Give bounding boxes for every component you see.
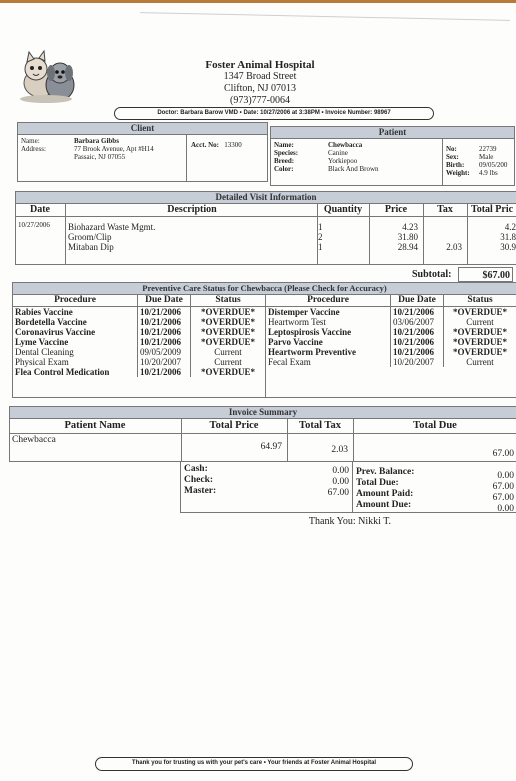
status-text: *OVERDUE* xyxy=(191,317,266,327)
invoice-summary-box xyxy=(9,406,516,462)
table-row xyxy=(13,337,265,347)
row-total: 4.2 xyxy=(504,222,516,232)
procedure-name: Leptospirosis Vaccine xyxy=(268,327,352,337)
status-text: Current xyxy=(191,357,266,367)
amount-paid-label: Amount Paid: xyxy=(356,489,414,499)
table-row xyxy=(16,222,516,232)
row-quantity: 2 xyxy=(318,232,323,242)
table-row xyxy=(16,242,516,252)
invoice-summary-header: Invoice Summary xyxy=(10,407,516,419)
cash-label: Cash: xyxy=(184,464,208,474)
patient-label: Name: xyxy=(274,141,294,149)
divider xyxy=(442,139,443,185)
client-name-label: Name: xyxy=(21,137,40,145)
patient-name: Chewbacca xyxy=(328,141,363,149)
patient-weight: 4.9 lbs xyxy=(479,169,498,177)
col-quantity: Quantity xyxy=(323,204,363,215)
col-description: Description xyxy=(167,204,217,215)
hospital-street: 1347 Broad Street xyxy=(223,71,297,82)
due-date: 10/21/2006 xyxy=(138,337,191,347)
status-text: *OVERDUE* xyxy=(444,307,516,318)
patient-sex-label: Sex: xyxy=(446,153,459,161)
due-date: 03/06/2007 xyxy=(391,317,444,327)
due-date: 10/20/2007 xyxy=(391,357,444,367)
table-row xyxy=(266,337,516,347)
patient-color: Black And Brown xyxy=(328,165,379,173)
balance-values xyxy=(441,471,514,515)
row-description: Mitaban Dip xyxy=(68,242,114,252)
preventive-care-header: Preventive Care Status for Chewbacca (Please Check for Accuracy) xyxy=(13,283,516,295)
total-due-label: Total Due: xyxy=(356,478,399,488)
procedure-name: Flea Control Medication xyxy=(15,367,110,377)
footer-right-text: Your friends at Foster Animal Hospital xyxy=(267,760,377,766)
patient-header: Patient xyxy=(271,127,514,139)
procedure-name: Parvo Vaccine xyxy=(268,337,323,347)
patient-values-2 xyxy=(479,145,513,177)
patient-box xyxy=(270,126,515,186)
table-row xyxy=(266,307,516,318)
table-header-row xyxy=(13,295,265,307)
patient-values xyxy=(328,141,379,173)
patient-label: Color: xyxy=(274,165,294,173)
status-text: *OVERDUE* xyxy=(444,347,516,357)
client-address-line1: 77 Brook Avenue, Apt #H14 xyxy=(74,145,154,153)
col-status: Status xyxy=(444,295,516,307)
client-box xyxy=(17,122,268,182)
procedure-name: Heartworm Test xyxy=(268,317,326,327)
separator-dot: • xyxy=(239,110,242,116)
status-text: *OVERDUE* xyxy=(444,327,516,337)
due-date: 10/21/2006 xyxy=(138,327,191,337)
date-text: Date: 10/27/2006 at 3:38PM xyxy=(243,110,320,116)
due-date: 10/21/2006 xyxy=(138,307,191,318)
table-row xyxy=(16,232,516,242)
check-value: 0.00 xyxy=(332,477,349,487)
client-labels xyxy=(21,137,46,153)
client-address-label: Address: xyxy=(21,145,46,153)
col-patient-name: Patient Name xyxy=(64,420,126,431)
due-date: 10/21/2006 xyxy=(391,327,444,337)
procedure-name: Lyme Vaccine xyxy=(15,337,69,347)
patient-birth-label: Birth: xyxy=(446,161,465,169)
total-due-value: 67.00 xyxy=(492,482,514,492)
payments-box xyxy=(180,461,516,513)
col-date: Date xyxy=(30,204,50,215)
row-tax: 2.03 xyxy=(446,242,462,252)
amount-due-value: 0.00 xyxy=(497,504,514,514)
row-price: 31.80 xyxy=(397,232,418,242)
due-date: 10/21/2006 xyxy=(138,367,191,377)
col-total: Total Pric xyxy=(470,204,514,215)
subtotal-label: Subtotal: xyxy=(412,269,452,280)
row-price: 4.23 xyxy=(402,222,418,232)
visit-date: 10/27/2006 xyxy=(18,221,50,229)
procedure-name: Dental Cleaning xyxy=(15,347,74,357)
table-header-row xyxy=(266,295,516,307)
col-tax: Tax xyxy=(437,204,453,215)
due-date: 10/21/2006 xyxy=(391,347,444,357)
hospital-name: Foster Animal Hospital xyxy=(205,59,315,71)
procedure-name: Coronavirus Vaccine xyxy=(15,327,96,337)
row-quantity: 1 xyxy=(318,222,323,232)
col-price: Price xyxy=(384,204,408,215)
status-text: *OVERDUE* xyxy=(191,337,266,347)
status-text: *OVERDUE* xyxy=(191,327,266,337)
payment-method-labels xyxy=(184,464,216,497)
subtotal-value: $67.00 xyxy=(458,267,513,282)
procedure-name: Fecal Exam xyxy=(268,357,311,367)
patient-label: Species: xyxy=(274,149,299,157)
col-total-price: Total Price xyxy=(209,420,259,431)
invoice-column-headers xyxy=(10,419,516,434)
table-row xyxy=(13,367,265,377)
table-row xyxy=(266,317,516,327)
invoice-total-due: 67.00 xyxy=(492,449,514,459)
row-price: 28.94 xyxy=(397,242,418,252)
preventive-care-box xyxy=(12,282,516,398)
client-name: Barbara Gibbs xyxy=(74,137,119,145)
prev-balance-value: 0.00 xyxy=(497,471,514,481)
due-date: 10/21/2006 xyxy=(391,307,444,318)
separator-dot: • xyxy=(263,760,266,766)
due-date: 10/21/2006 xyxy=(138,317,191,327)
patient-label: Breed: xyxy=(274,157,295,165)
page-top-edge xyxy=(0,0,516,3)
divider xyxy=(181,419,182,461)
patient-sex: Male xyxy=(479,153,494,161)
table-row xyxy=(13,307,265,318)
row-total: 30.9 xyxy=(500,242,516,252)
col-total-tax: Total Tax xyxy=(299,420,341,431)
payment-method-values xyxy=(281,466,349,499)
patient-no-label: No: xyxy=(446,145,457,153)
row-description: Biohazard Waste Mgmt. xyxy=(68,222,156,232)
status-text: *OVERDUE* xyxy=(444,337,516,347)
footer-left-text: Thank you for trusting us with your pet's care xyxy=(131,760,263,766)
scan-artifact-line xyxy=(140,12,510,21)
master-value: 67.00 xyxy=(327,488,349,498)
status-text: Current xyxy=(444,357,516,367)
balance-labels xyxy=(356,467,414,511)
patient-weight-label: Weight: xyxy=(446,169,470,177)
thank-you-note: Thank You: Nikki T. xyxy=(308,516,392,527)
status-text: *OVERDUE* xyxy=(191,367,266,377)
due-date: 10/21/2006 xyxy=(391,337,444,347)
procedure-name: Rabies Vaccine xyxy=(15,307,73,317)
row-description: Groom/Clip xyxy=(68,232,112,242)
patient-birth: 09/05/200 xyxy=(479,161,508,169)
prev-balance-label: Prev. Balance: xyxy=(356,467,415,477)
visit-info-pill xyxy=(114,107,434,120)
separator-dot: • xyxy=(321,110,324,116)
visit-rows xyxy=(16,222,516,252)
status-text: Current xyxy=(191,347,266,357)
amount-paid-value: 67.00 xyxy=(492,493,514,503)
footer-pill xyxy=(95,757,413,771)
procedure-name: Distemper Vaccine xyxy=(268,307,340,317)
due-date: 09/05/2009 xyxy=(138,347,191,357)
client-address-line2: Passaic, NJ 07055 xyxy=(74,153,126,161)
cash-value: 0.00 xyxy=(332,466,349,476)
status-text: Current xyxy=(444,317,516,327)
patient-no: 22739 xyxy=(479,145,497,153)
visit-box xyxy=(15,191,516,265)
invoice-total-price: 64.97 xyxy=(260,442,282,452)
client-values xyxy=(74,137,154,161)
client-header: Client xyxy=(18,123,267,135)
visit-header: Detailed Visit Information xyxy=(16,192,516,204)
preventive-table-left xyxy=(13,295,265,377)
hospital-header xyxy=(150,59,370,107)
col-due-date: Due Date xyxy=(391,295,444,307)
acct-label: Acct. No: xyxy=(191,141,219,149)
table-row xyxy=(13,327,265,337)
table-row xyxy=(13,347,265,357)
hospital-city: Clifton, NJ 07013 xyxy=(224,83,296,94)
due-date: 10/20/2007 xyxy=(138,357,191,367)
doctor-text: Doctor: Barbara Barow VMD xyxy=(157,110,238,116)
patient-labels-2 xyxy=(446,145,470,177)
table-row xyxy=(266,327,516,337)
master-label: Master: xyxy=(184,486,217,496)
invoice-patient-name: Chewbacca xyxy=(12,435,56,445)
col-status: Status xyxy=(191,295,266,307)
invoice-number-text: Invoice Number: 98967 xyxy=(325,110,391,116)
patient-species: Canine xyxy=(328,149,348,157)
invoice-total-tax: 2.03 xyxy=(331,445,348,455)
check-label: Check: xyxy=(184,475,214,485)
hospital-phone: (973)777-0064 xyxy=(230,95,290,106)
table-row xyxy=(13,357,265,367)
patient-labels xyxy=(274,141,298,173)
amount-due-label: Amount Due: xyxy=(356,500,412,510)
col-procedure: Procedure xyxy=(13,295,138,307)
procedure-name: Heartworm Preventive xyxy=(268,347,357,357)
procedure-name: Physical Exam xyxy=(15,357,69,367)
account-number xyxy=(191,141,242,149)
divider xyxy=(352,462,353,512)
row-quantity: 1 xyxy=(318,242,323,252)
table-row xyxy=(13,317,265,327)
table-row xyxy=(266,357,516,367)
patient-breed: Yorkiepoo xyxy=(328,157,358,165)
divider xyxy=(186,135,187,181)
preventive-table-right xyxy=(266,295,516,367)
table-row xyxy=(266,347,516,357)
procedure-name: Bordetella Vaccine xyxy=(15,317,87,327)
col-total-due: Total Due xyxy=(413,420,457,431)
acct-value: 13300 xyxy=(224,141,242,149)
visit-column-headers xyxy=(16,204,516,217)
status-text: *OVERDUE* xyxy=(191,307,266,318)
pets-logo-image xyxy=(16,45,78,105)
col-due-date: Due Date xyxy=(138,295,191,307)
row-total: 31.8 xyxy=(500,232,516,242)
col-procedure: Procedure xyxy=(266,295,391,307)
